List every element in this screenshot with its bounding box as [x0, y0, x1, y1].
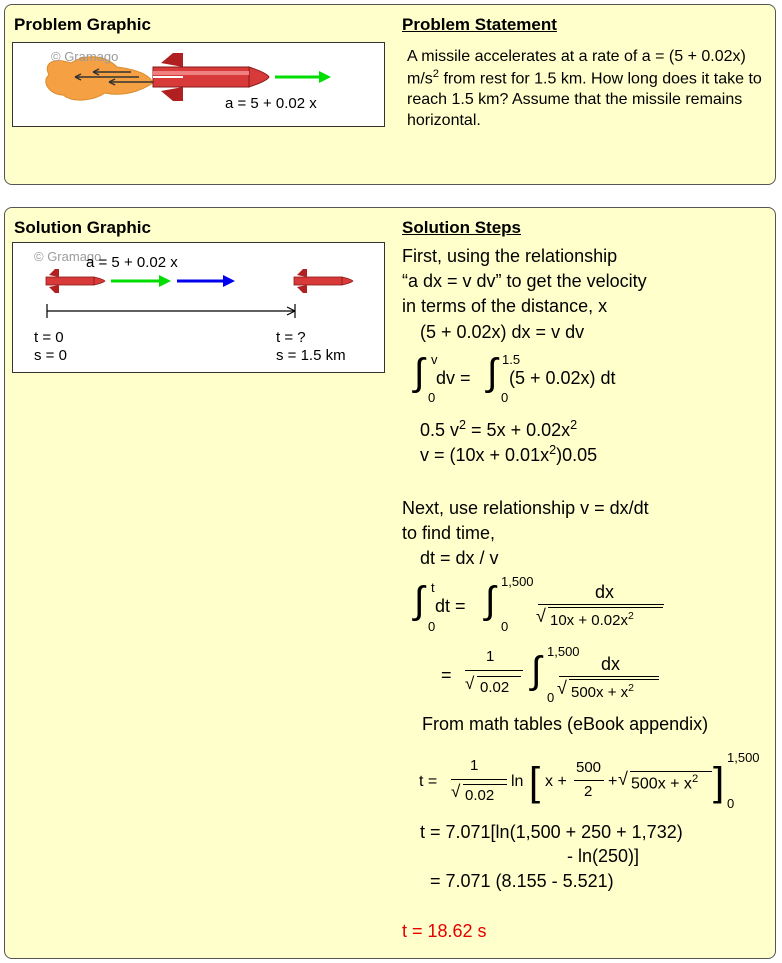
sqrt-sign: √ [451, 782, 461, 801]
final-answer: t = 18.62 s [402, 921, 487, 941]
start-time: t = 0 [34, 329, 64, 346]
sqrt-sign: √ [618, 769, 628, 789]
problem-statement-text: A missile accelerates at a rate of a = (5 + 0.02x) $m/s^2$ from rest for 1.5 km. How long does it take to reach 1.5 km? Assume that the missile remains horizontal. [407, 48, 762, 129]
problem-graphic [12, 42, 385, 127]
solution-steps-heading: Solution Steps [402, 218, 521, 237]
acceleration-label: a = 5 + 0.02 x [86, 254, 178, 271]
solution-graphic-heading: Solution Graphic [14, 218, 151, 237]
acceleration-label: a = 5 + 0.02 x [225, 95, 317, 112]
missile-icon [153, 53, 269, 101]
sqrt-sign: √ [465, 674, 475, 693]
math-tables-note: From math tables (eBook appendix) [422, 714, 709, 734]
equation-integral-1: ∫ v 0 dv = ∫ 1.5 0 (5 + 0.02x) dt [414, 352, 616, 405]
integral-sign: ∫ [487, 352, 498, 394]
problem-graphic-heading: Problem Graphic [14, 15, 151, 34]
sqrt-sign: √ [557, 678, 567, 698]
evaluation-line-3: = 7.071 (8.155 - 5.521) [430, 871, 614, 891]
equation-integral-formula: t = 1 √ 0.02 ln [ x + 500 2 + √ $500x + x^2$ ] 1,500 0 [419, 750, 760, 811]
left-bracket: [ [529, 760, 541, 804]
solution-panel [4, 207, 776, 959]
integral-sign: ∫ [485, 580, 496, 622]
end-position: s = 1.5 km [276, 347, 346, 364]
equation-v: $v = (10x + 0.01x^2)0.05$ [420, 443, 598, 465]
integral-sign: ∫ [414, 580, 425, 622]
integral-sign: ∫ [531, 650, 542, 692]
sqrt-sign: √ [536, 606, 546, 626]
copyright: © Gramago [34, 249, 102, 264]
evaluation-line-1: t = 7.071[ln(1,500 + 250 + 1,732) [420, 822, 683, 842]
step-next-line-1: Next, use relationship v = dx/dt [402, 498, 649, 518]
problem-statement-heading: Problem Statement [402, 15, 557, 34]
right-bracket: ] [713, 760, 725, 804]
equation-integral-2: ∫ t 0 dt = ∫ 1,500 0 dx √ $10x + 0.02x^2$ [414, 574, 694, 638]
step-next-line-2: to find time, [402, 523, 496, 543]
problem-panel [4, 4, 776, 185]
equation-integral-3: = 1 √ 0.02 ∫ 1,500 0 dx √ $500x + x^2$ [437, 638, 697, 710]
integral-sign: ∫ [414, 352, 425, 394]
solution-graphic [12, 242, 385, 373]
start-position: s = 0 [34, 347, 67, 364]
evaluation-line-2: - ln(250)] [567, 846, 640, 866]
copyright: © Gramago [51, 49, 119, 64]
missile-start-icon [46, 269, 105, 293]
equation-adx: (5 + 0.02x) dx = v dv [420, 322, 585, 342]
equation-v-squared: 0.5 $v^2 = 5x + 0.02x^2$ [420, 418, 578, 440]
equation-dt: dt = dx / v [420, 548, 499, 568]
step-intro-line-3: in terms of the distance, x [402, 296, 608, 316]
end-time: t = ? [276, 329, 306, 346]
step-intro-line-1: First, using the relationship [402, 246, 618, 266]
step-intro-line-2: “a dx = v dv” to get the velocity [402, 271, 647, 291]
missile-end-icon [294, 269, 353, 293]
